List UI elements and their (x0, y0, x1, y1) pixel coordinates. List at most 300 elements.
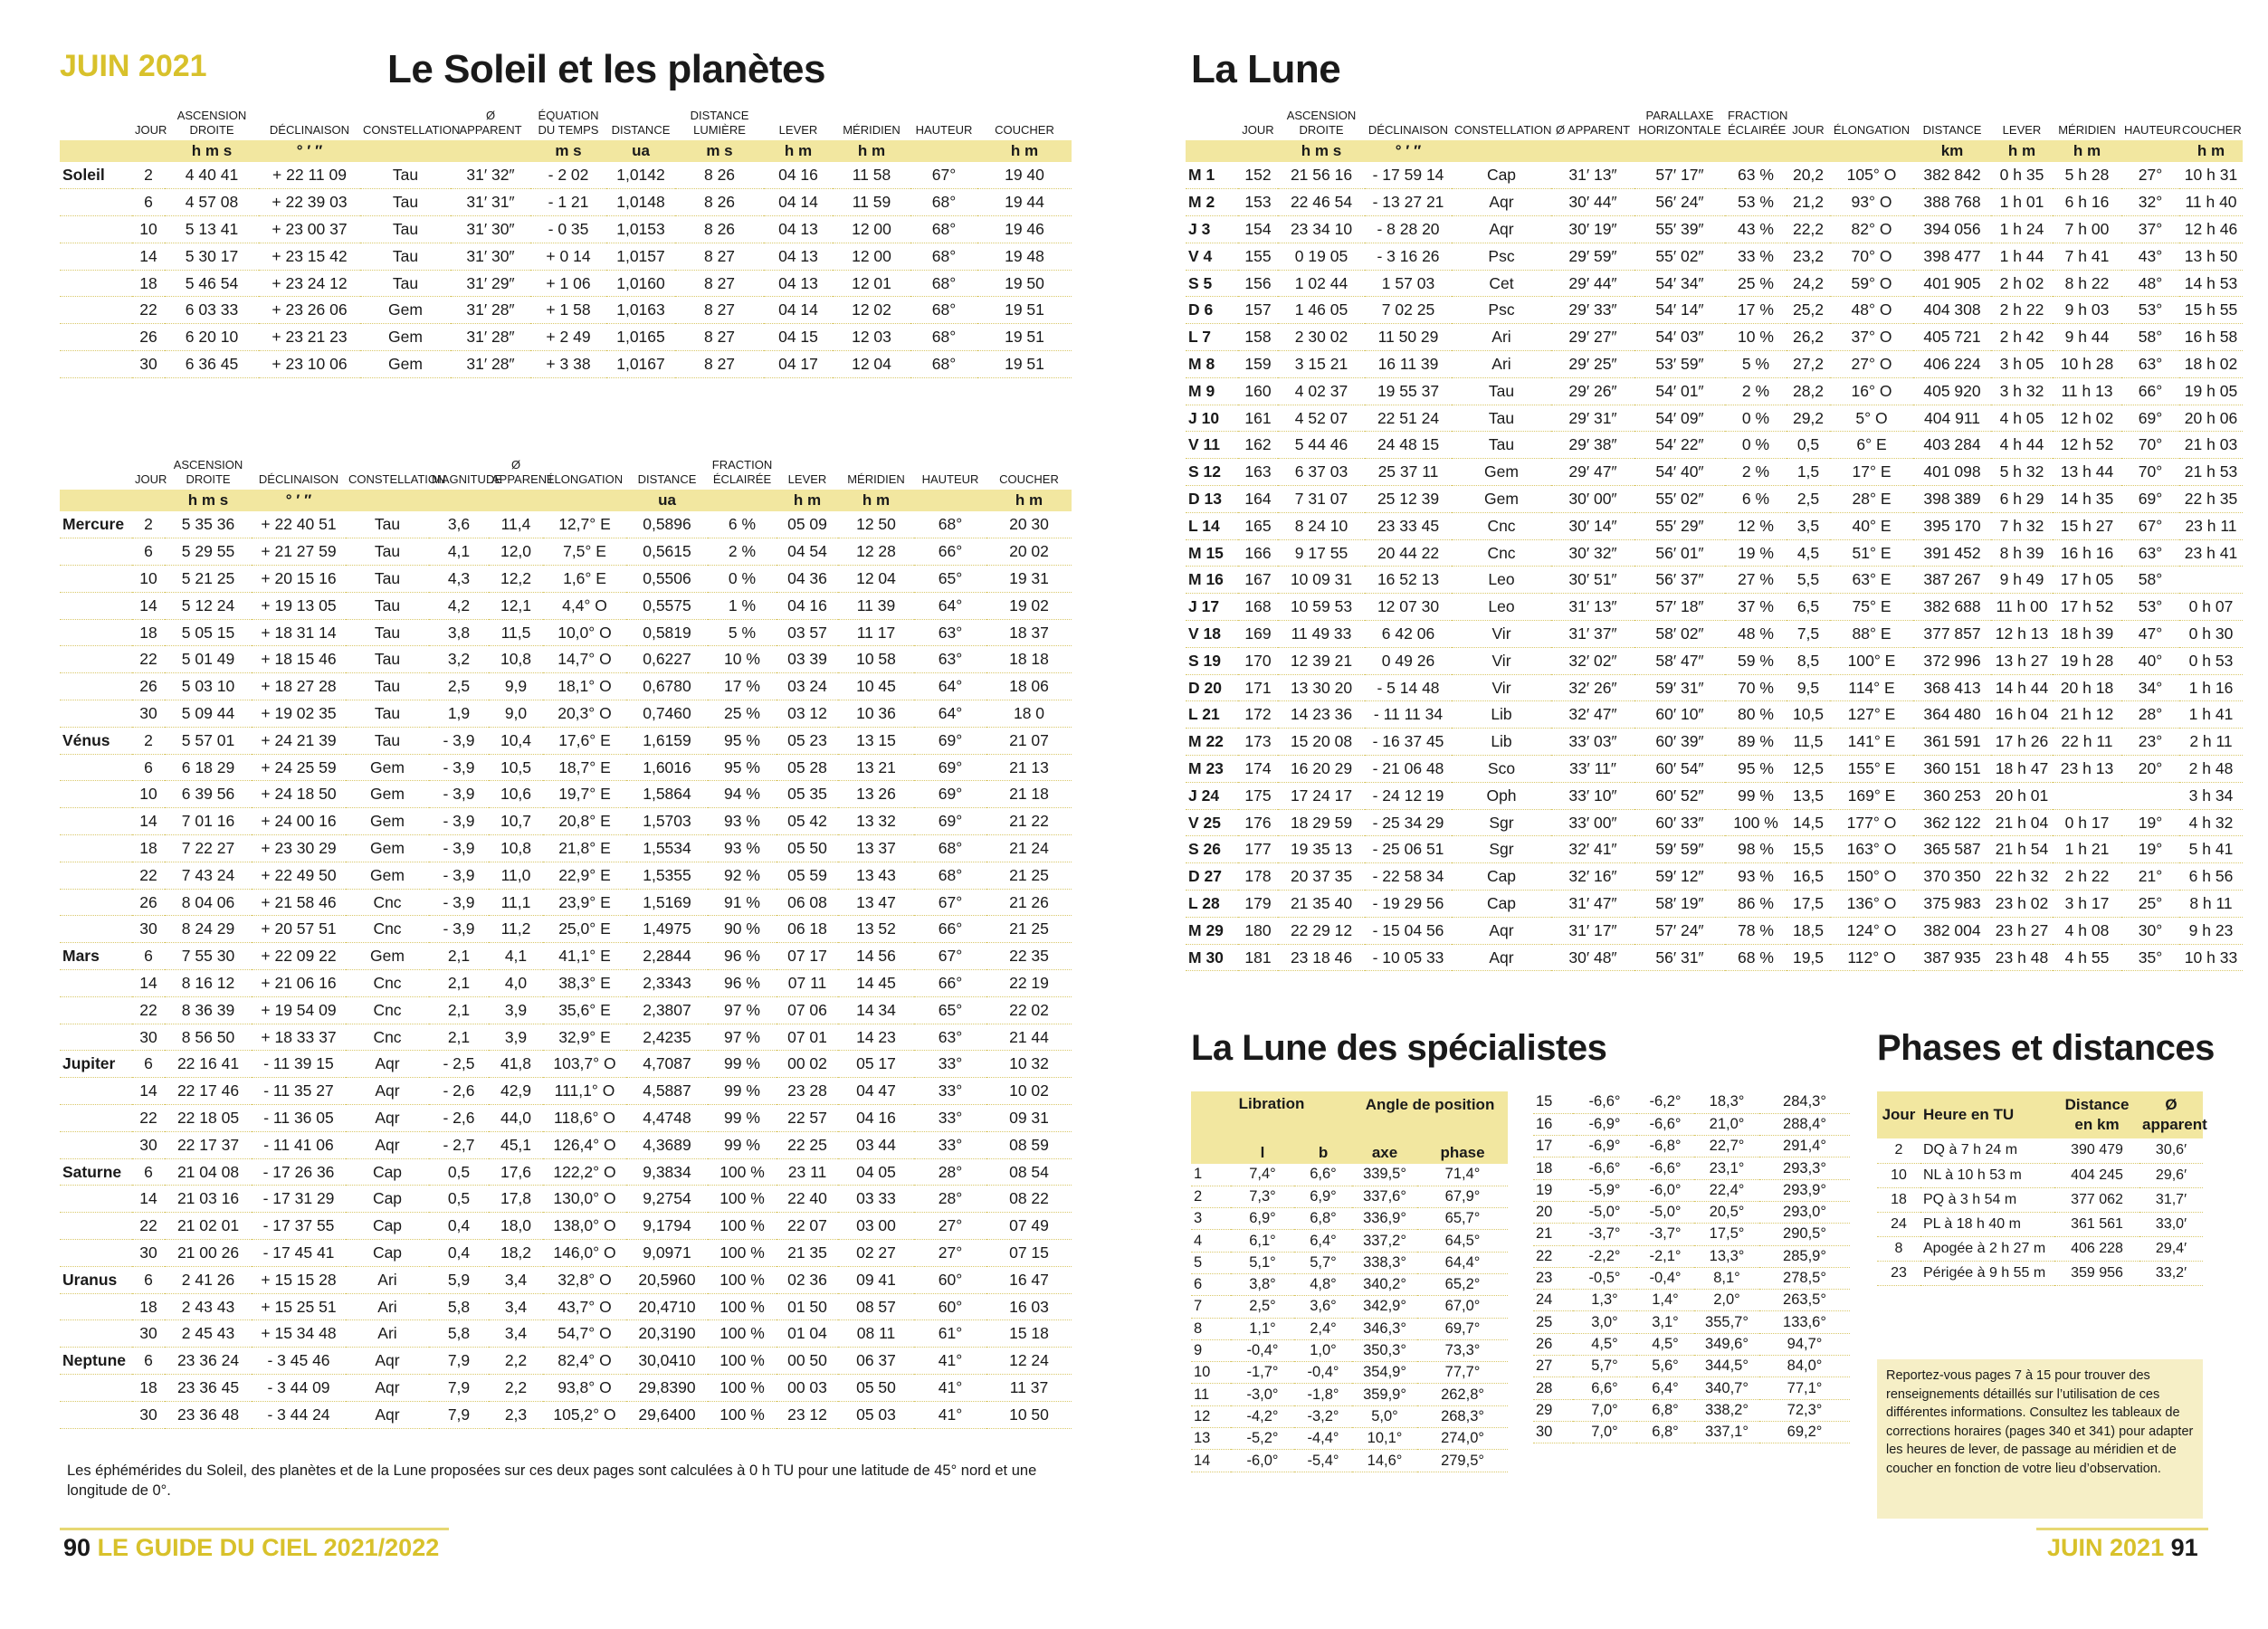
table-cell: 361 561 (2054, 1212, 2139, 1236)
table-cell: 67,9° (1417, 1186, 1508, 1207)
table-cell: Aqr (346, 1375, 429, 1402)
column-header: COUCHER (2182, 123, 2242, 137)
table-row (1186, 539, 2243, 567)
unit-cell: m s (530, 140, 606, 162)
table-cell: Cap (346, 1158, 429, 1186)
table-cell: 55′ 29″ (1634, 512, 1725, 539)
table-row (1533, 1113, 1850, 1135)
table-cell: 28° (914, 1158, 986, 1186)
table-cell: 22 46 54 (1278, 189, 1365, 216)
table-cell: 19,7° E (543, 781, 626, 808)
table-cell: 70° (2121, 432, 2179, 459)
table-cell: 12 03 (833, 324, 910, 351)
table-cell: 262,8° (1417, 1384, 1508, 1405)
table-cell: 99 % (708, 1131, 777, 1158)
table-cell: - 3,9 (429, 835, 489, 862)
table-cell: 368 413 (1913, 674, 1991, 701)
column-header: LEVER (787, 472, 827, 486)
table-cell: 1,5864 (626, 781, 708, 808)
table-cell: 05 50 (838, 1375, 914, 1402)
table-row (60, 592, 1072, 619)
table-cell: 1,0157 (606, 243, 675, 270)
table-cell: 97 % (708, 1024, 777, 1051)
table-cell: 14 h 44 (1991, 674, 2053, 701)
table-row (60, 1320, 1072, 1348)
column-header: ÉLONGATION (546, 472, 624, 486)
table-cell: 20° (2121, 756, 2179, 783)
table-cell: 1,9 (429, 700, 489, 728)
table-cell: 370 350 (1913, 863, 1991, 891)
table-cell: 30′ 51″ (1551, 567, 1634, 594)
table-cell: Gem (1452, 486, 1551, 513)
table-cell: 377 062 (2054, 1187, 2139, 1212)
table-cell: 13 21 (838, 754, 914, 781)
table-cell: 67° (914, 943, 986, 970)
table-cell: 0,5819 (626, 619, 708, 646)
table-cell: - 3 44 24 (252, 1401, 346, 1428)
table-cell: - 2,5 (429, 1051, 489, 1078)
table-cell: 90 % (708, 916, 777, 943)
table-cell: + 23 00 37 (259, 216, 360, 243)
table-cell: 63° (914, 1024, 986, 1051)
unit-cell: ° ′ ″ (259, 140, 360, 162)
table-cell: 65° (914, 566, 986, 593)
table-cell: 16 (1533, 1113, 1573, 1135)
table-cell: 4,5887 (626, 1078, 708, 1105)
table-cell: - 3,9 (429, 889, 489, 916)
table-cell: 2 45 43 (165, 1320, 252, 1348)
table-cell: 11,5 (489, 619, 543, 646)
table-cell: 20,5° (1694, 1201, 1759, 1223)
table-cell (60, 566, 132, 593)
table-cell: 3 h 17 (2053, 891, 2121, 918)
table-cell: 1,5 (1787, 459, 1830, 486)
table-cell: 11 59 (833, 189, 910, 216)
table-cell: Aqr (1452, 189, 1551, 216)
table-cell: 95 % (1725, 756, 1787, 783)
table-cell: 14 (132, 243, 165, 270)
table-cell: 18 (132, 619, 165, 646)
table-cell: 6 (132, 1051, 165, 1078)
table-cell: 02 36 (777, 1266, 838, 1293)
table-cell: 141° E (1830, 729, 1913, 756)
table-cell: 4 02 37 (1278, 377, 1365, 405)
table-cell: 29′ 25″ (1551, 351, 1634, 378)
table-cell: 10 h 31 (2179, 162, 2243, 189)
table-cell: -1,8° (1294, 1384, 1352, 1405)
table-cell: 2 h 22 (2053, 863, 2121, 891)
table-cell: 8 h 11 (2179, 891, 2243, 918)
table-cell: 21° (2121, 863, 2179, 891)
table-cell: 404 245 (2054, 1163, 2139, 1187)
table-cell: + 21 27 59 (252, 538, 346, 566)
table-cell: 37 % (1725, 594, 1787, 621)
table-cell: Tau (346, 646, 429, 673)
column-header: Ø APPARENT (491, 458, 555, 486)
table-cell: 100 % (708, 1240, 777, 1267)
table-cell: 8 27 (675, 243, 764, 270)
table-row (1533, 1157, 1850, 1179)
table-cell: 18 h 02 (2179, 351, 2243, 378)
table-cell: 48° (2121, 270, 2179, 297)
table-cell: 2 h 48 (2179, 756, 2243, 783)
table-cell: + 2 49 (530, 324, 606, 351)
table-row (1186, 270, 2243, 297)
table-row (1533, 1224, 1850, 1245)
table-cell: 342,9° (1352, 1296, 1417, 1318)
column-header: COUCHER (999, 472, 1059, 486)
table-cell: 41,1° E (543, 943, 626, 970)
table-cell: 16 47 (986, 1266, 1072, 1293)
table-cell: Tau (360, 270, 451, 297)
table-cell: 181 (1238, 944, 1278, 971)
table-cell: 2,5° (1231, 1296, 1294, 1318)
table-cell: 35,6° E (543, 996, 626, 1024)
table-cell: 174 (1238, 756, 1278, 783)
table-cell: 156 (1238, 270, 1278, 297)
table-cell: S 5 (1186, 270, 1238, 297)
table-cell: 180 (1238, 917, 1278, 944)
table-cell: - 25 34 29 (1365, 809, 1452, 836)
table-cell: 12 04 (833, 351, 910, 378)
table-cell: 293,0° (1759, 1201, 1850, 1223)
table-cell: 65,2° (1417, 1273, 1508, 1295)
table-cell (60, 916, 132, 943)
table-cell: 27° (914, 1240, 986, 1267)
table-cell: 349,6° (1694, 1333, 1759, 1355)
row-label (60, 243, 132, 270)
table-cell (60, 538, 132, 566)
page-title-right: La Lune (1191, 47, 1341, 91)
footer-rule-left (60, 1528, 449, 1530)
table-cell: 8 27 (675, 324, 764, 351)
table-cell: 22 29 12 (1278, 917, 1365, 944)
table-row (1533, 1377, 1850, 1399)
table-cell: Tau (346, 700, 429, 728)
table-cell: 391 452 (1913, 539, 1991, 567)
table-row (1533, 1136, 1850, 1157)
table-cell: 06 08 (777, 889, 838, 916)
table-cell (60, 592, 132, 619)
table-row (1191, 1230, 1508, 1252)
table-cell: Aqr (1452, 917, 1551, 944)
table-cell: 8 16 12 (165, 970, 252, 997)
table-cell: 07 01 (777, 1024, 838, 1051)
column-header: JOUR (1792, 123, 1825, 137)
table-cell: 67° (910, 162, 977, 189)
table-cell: 30 (132, 916, 165, 943)
table-cell: 0 49 26 (1365, 647, 1452, 674)
table-cell: 7,9 (429, 1375, 489, 1402)
table-cell: 06 37 (838, 1348, 914, 1375)
table-cell: 08 22 (986, 1186, 1072, 1213)
phase-header: Distance en km (2054, 1091, 2139, 1138)
table-cell: 5 57 01 (165, 727, 252, 754)
table-cell: 10 32 (986, 1051, 1072, 1078)
table-cell: 23,1° (1694, 1157, 1759, 1179)
unit-cell: km (1913, 140, 1991, 162)
table-cell: 27 (1533, 1356, 1573, 1377)
table-cell: 1 46 05 (1278, 297, 1365, 324)
table-cell: 22 51 24 (1365, 405, 1452, 432)
table-row (1186, 377, 2243, 405)
table-cell (60, 1186, 132, 1213)
table-cell: 9 17 55 (1278, 539, 1365, 567)
table-cell: 07 11 (777, 970, 838, 997)
table-cell: 4,2 (429, 592, 489, 619)
page-num-right: 91 (2170, 1534, 2198, 1561)
table-cell: 30 (132, 1024, 165, 1051)
table-cell: 19 (1533, 1179, 1573, 1201)
table-cell: 11 37 (986, 1375, 1072, 1402)
table-cell: 86 % (1725, 891, 1787, 918)
table-cell: - 3 44 09 (252, 1375, 346, 1402)
table-cell: Gem (346, 808, 429, 835)
table-cell (2121, 782, 2179, 809)
row-label (60, 189, 132, 216)
table-cell: + 23 10 06 (259, 351, 360, 378)
table-cell: 66° (914, 538, 986, 566)
table-cell: 4 h 55 (2053, 944, 2121, 971)
table-cell: 5 12 24 (165, 592, 252, 619)
table-cell: 82° O (1830, 216, 1913, 243)
table-cell: 111,1° O (543, 1078, 626, 1105)
table-cell: 24 (1533, 1290, 1573, 1311)
table-cell: 5 03 10 (165, 673, 252, 700)
table-cell: 133,6° (1759, 1311, 1850, 1333)
table-cell: 33° (914, 1078, 986, 1105)
table-cell: 170 (1238, 647, 1278, 674)
table-cell: 6 h 29 (1991, 486, 2053, 513)
table-cell: 5 01 49 (165, 646, 252, 673)
table-cell: -5,0° (1636, 1201, 1694, 1223)
column-header: LEVER (2002, 123, 2042, 137)
table-cell: - 3,9 (429, 727, 489, 754)
row-label (60, 297, 132, 324)
table-cell: 360 151 (1913, 756, 1991, 783)
table-cell: 31′ 32″ (451, 162, 530, 189)
table-cell: 0,5 (429, 1158, 489, 1186)
table-cell: 10,7 (489, 808, 543, 835)
table-cell: Cap (346, 1240, 429, 1267)
table-cell: 8 24 29 (165, 916, 252, 943)
table-cell: 126,4° O (543, 1131, 626, 1158)
table-cell: 77,7° (1417, 1362, 1508, 1384)
table-row (60, 270, 1072, 297)
table-cell: 08 54 (986, 1158, 1072, 1186)
table-cell: 0,4 (429, 1240, 489, 1267)
table-cell: 3,9 (489, 1024, 543, 1051)
table-cell: 12 00 (833, 243, 910, 270)
table-cell: M 15 (1186, 539, 1238, 567)
table-cell: 26 (132, 889, 165, 916)
table-cell: 3,8° (1231, 1273, 1294, 1295)
table-cell: -1,7° (1231, 1362, 1294, 1384)
table-cell: 54′ 34″ (1634, 270, 1725, 297)
table-cell: 100 % (708, 1401, 777, 1428)
table-cell: 377 857 (1913, 621, 1991, 648)
table-cell: 73,3° (1417, 1339, 1508, 1361)
table-cell: 2,5 (1787, 486, 1830, 513)
table-cell: 12 28 (838, 538, 914, 566)
table-cell: 11,5 (1787, 729, 1830, 756)
table-cell: 382 842 (1913, 162, 1991, 189)
column-header: LEVER (778, 123, 818, 137)
table-cell: 13 32 (838, 808, 914, 835)
table-cell: 337,6° (1352, 1186, 1417, 1207)
table-row (1186, 512, 2243, 539)
table-cell: 2 41 26 (165, 1266, 252, 1293)
table-cell: 165 (1238, 512, 1278, 539)
table-cell: - 11 36 05 (252, 1105, 346, 1132)
table-cell: 00 50 (777, 1348, 838, 1375)
table-cell: 29,6400 (626, 1401, 708, 1428)
table-cell: Ari (1452, 351, 1551, 378)
table-cell: 28 (1533, 1377, 1573, 1399)
table-cell: 1,1° (1231, 1318, 1294, 1339)
table-cell: 382 688 (1913, 594, 1991, 621)
table-cell: 5,0° (1352, 1405, 1417, 1427)
table-cell: 25,2 (1787, 297, 1830, 324)
table-cell: 61° (914, 1320, 986, 1348)
table-cell: Cap (346, 1213, 429, 1240)
table-cell: 22 19 (986, 970, 1072, 997)
table-cell: 68° (910, 270, 977, 297)
table-cell: 16,5 (1787, 863, 1830, 891)
table-cell: 68° (910, 216, 977, 243)
table-cell: 100 % (708, 1293, 777, 1320)
column-header: DÉCLINAISON (258, 472, 339, 486)
table-cell: S 19 (1186, 647, 1238, 674)
table-cell: 16 h 58 (2179, 324, 2243, 351)
table-cell: 4,4748 (626, 1105, 708, 1132)
table-cell: -0,4° (1231, 1339, 1294, 1361)
table-cell: 06 18 (777, 916, 838, 943)
table-row (1191, 1164, 1508, 1186)
table-cell: 21 02 01 (165, 1213, 252, 1240)
table-cell: 10,4 (489, 727, 543, 754)
table-cell: 59° O (1830, 270, 1913, 297)
table-cell: 18 (132, 270, 165, 297)
table-cell: M 9 (1186, 377, 1238, 405)
table-cell: 23 11 (777, 1158, 838, 1186)
table-cell: 8,5 (1787, 647, 1830, 674)
table-cell: 14 h 53 (2179, 270, 2243, 297)
table-cell: 09 41 (838, 1266, 914, 1293)
table-cell: 16 h 16 (2053, 539, 2121, 567)
table-cell: 11,4 (489, 511, 543, 538)
table-cell: 0,7460 (626, 700, 708, 728)
table-cell: 3,4 (489, 1293, 543, 1320)
table-cell: 18,0 (489, 1213, 543, 1240)
table-cell: - 2,6 (429, 1105, 489, 1132)
table-cell: 1 h 41 (2179, 701, 2243, 729)
table-row (60, 1051, 1072, 1078)
table-cell: - 22 58 34 (1365, 863, 1452, 891)
table-row (1191, 1296, 1508, 1318)
table-cell: 22 07 (777, 1213, 838, 1240)
table-cell: - 3,9 (429, 808, 489, 835)
table-cell: 6,4° (1636, 1377, 1694, 1399)
table-cell: 122,2° O (543, 1158, 626, 1186)
table-cell: 6 % (1725, 486, 1787, 513)
unit-cell (429, 490, 489, 511)
table-cell: 6 % (708, 511, 777, 538)
table-cell: + 1 58 (530, 297, 606, 324)
table-cell: Cnc (346, 1024, 429, 1051)
table-cell: 10 h 33 (2179, 944, 2243, 971)
table-cell: 2 % (708, 538, 777, 566)
table-cell: 8 26 (675, 162, 764, 189)
table-cell: 390 479 (2054, 1138, 2139, 1163)
table-cell: 5 35 36 (165, 511, 252, 538)
table-cell: 22 18 05 (165, 1105, 252, 1132)
table-cell: 96 % (708, 970, 777, 997)
table-cell: 6 36 45 (165, 351, 259, 378)
table-cell: -6,8° (1636, 1136, 1694, 1157)
table-cell: 3,4 (489, 1320, 543, 1348)
table-cell: 22 17 46 (165, 1078, 252, 1105)
table-cell: 17 (1533, 1136, 1573, 1157)
row-label (60, 324, 132, 351)
table-cell: 31,7′ (2139, 1187, 2203, 1212)
table-cell: 28° (2121, 701, 2179, 729)
table-cell: Tau (346, 673, 429, 700)
unit-cell (346, 490, 429, 511)
table-cell (60, 996, 132, 1024)
table-cell: + 24 25 59 (252, 754, 346, 781)
table-cell: 21 25 (986, 862, 1072, 889)
table-cell: 20 (1533, 1201, 1573, 1223)
table-cell: 21 44 (986, 1024, 1072, 1051)
table-cell: 100° E (1830, 647, 1913, 674)
table-cell: 20 02 (986, 538, 1072, 566)
table-cell: 32′ 41″ (1551, 836, 1634, 863)
table-cell: 7 22 27 (165, 835, 252, 862)
table-cell: 93 % (708, 808, 777, 835)
table-cell: 8 56 50 (165, 1024, 252, 1051)
table-cell: 12,5 (1787, 756, 1830, 783)
table-row (1877, 1138, 2203, 1163)
table-cell: 54′ 14″ (1634, 297, 1725, 324)
table-cell: Gem (346, 943, 429, 970)
libration-subheader: axe (1352, 1142, 1417, 1164)
table-cell: 6° E (1830, 432, 1913, 459)
column-header: Ø APPARENT (1555, 123, 1631, 137)
footnote: Les éphémérides du Soleil, des planètes et de la Lune proposées sur ces deux pages sont calculées à 0 h TU pour une latitude de 45° nord et une longitude de 0°. (67, 1462, 1037, 1499)
table-cell: 01 04 (777, 1320, 838, 1348)
table-cell: 77,1° (1759, 1377, 1850, 1399)
table-cell: 20 h 01 (1991, 782, 2053, 809)
table-cell: 2 h 22 (1991, 297, 2053, 324)
table-cell: -3,2° (1294, 1405, 1352, 1427)
table-cell: 11 49 33 (1278, 621, 1365, 648)
table-cell: 56′ 24″ (1634, 189, 1725, 216)
table-cell: 372 996 (1913, 647, 1991, 674)
table-cell: 30 (132, 351, 165, 378)
table-row (1186, 917, 2243, 944)
table-cell: Tau (1452, 432, 1551, 459)
table-cell: 54′ 22″ (1634, 432, 1725, 459)
table-cell: 169° E (1830, 782, 1913, 809)
table-cell: 15 h 55 (2179, 297, 2243, 324)
table-cell: 58′ 47″ (1634, 647, 1725, 674)
table-cell: 02 27 (838, 1240, 914, 1267)
table-row (60, 511, 1072, 538)
table-cell: 14 h 35 (2053, 486, 2121, 513)
table-cell: -6,0° (1636, 1179, 1694, 1201)
table-cell: M 8 (1186, 351, 1238, 378)
